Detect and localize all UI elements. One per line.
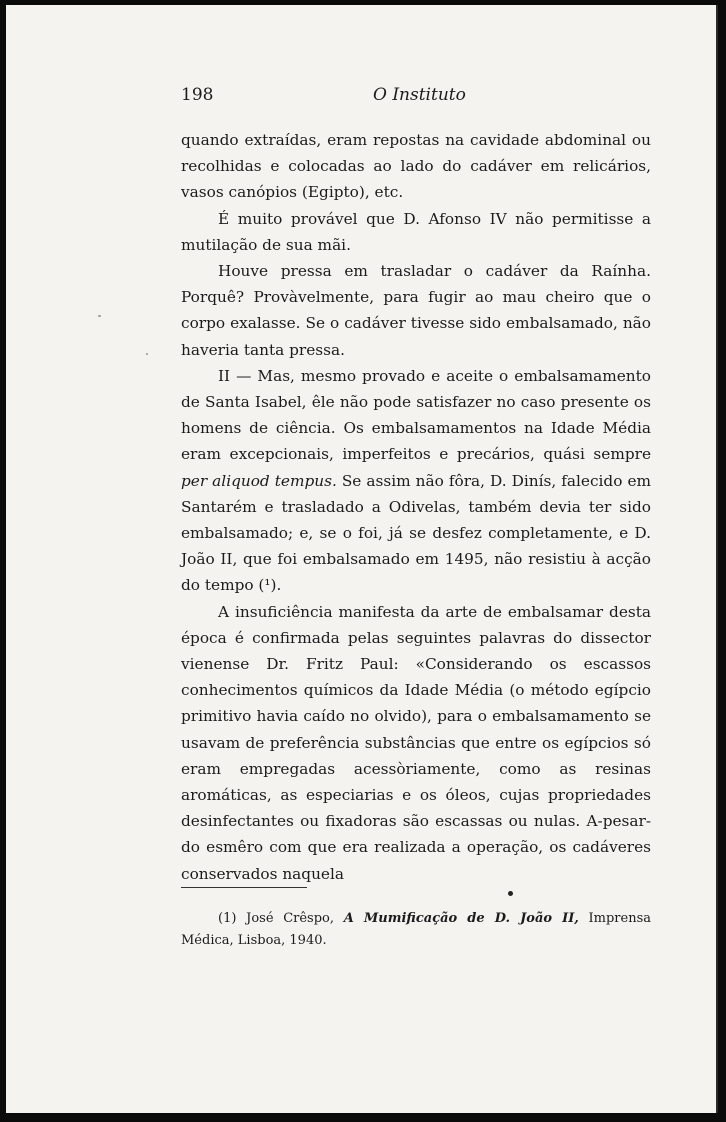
running-header [181, 85, 651, 107]
footnote-author: José Crêspo, [246, 911, 344, 926]
footnote-marker: (1) [218, 911, 237, 926]
paragraph: Houve pressa em trasladar o cadáver da Raínha. Porquê? Provàvelmente, para fugir ao mau cheiro que o corpo exalasse. Se o cadáver tivesse sido embalsamado, não haveria tanta pressa. [181, 262, 651, 359]
paragraph-text: II — Mas, mesmo provado e aceite o embalsamamento de Santa Isabel, êle não pode satisfazer no caso presente os homens de ciência. Os embalsamamentos na Idade Média eram excepcionais, imperfeitos e precários, quási sempre [181, 366, 651, 464]
body-text [181, 127, 651, 887]
footnote-rule [181, 887, 307, 888]
page-number: 198 [181, 85, 214, 105]
paragraph: quando extraídas, eram repostas na cavidade abdominal ou recolhidas e colocadas ao lado do cadáver em relicários, vasos canópios (Egipto), etc. [181, 131, 651, 202]
latin-phrase: per aliquod tempus. [181, 471, 337, 490]
running-title: O Instituto [373, 85, 466, 105]
paragraph: A insuficiência manifesta da arte de embalsamar desta época é confirmada pelas seguintes palavras do dissector vienense Dr. Fritz Paul: «Considerando os escassos conhecimentos químicos da Idade Média (o método egípcio primitivo havia caído no olvido), para o embalsamamento se usavam de preferência substâncias que entre os egípcios só eram empregadas acessòriamente, como as resinas aromáticas, as especiarias e os óleos, cujas propriedades desinfectantes ou fixadoras são escassas ou nulas. A-pesar-do esmêro com que era realizada a operação, os cadáveres conservados naquela [181, 602, 651, 883]
paragraph [181, 363, 651, 599]
stray-dot [508, 891, 513, 896]
scan-speck [146, 353, 148, 355]
paragraph: É muito provável que D. Afonso IV não permitisse a mutilação de sua mãi. [181, 209, 651, 254]
footnote-title: A Mumificação de D. João II, [343, 911, 579, 926]
footnote-rest: Imprensa Médica, Lisboa, 1940. [181, 911, 651, 948]
scan-speck [98, 315, 101, 317]
footnote [181, 908, 651, 952]
paragraph-text: Se assim não fôra, D. Dinís, falecido em Santarém e trasladado a Odivelas, também devia ter sido embalsamado; e, se o foi, já se desfez completamente, e D. João II, que foi embalsamado em 1495, não resistiu à acção do tempo (¹). [181, 471, 651, 595]
page [6, 5, 718, 1113]
